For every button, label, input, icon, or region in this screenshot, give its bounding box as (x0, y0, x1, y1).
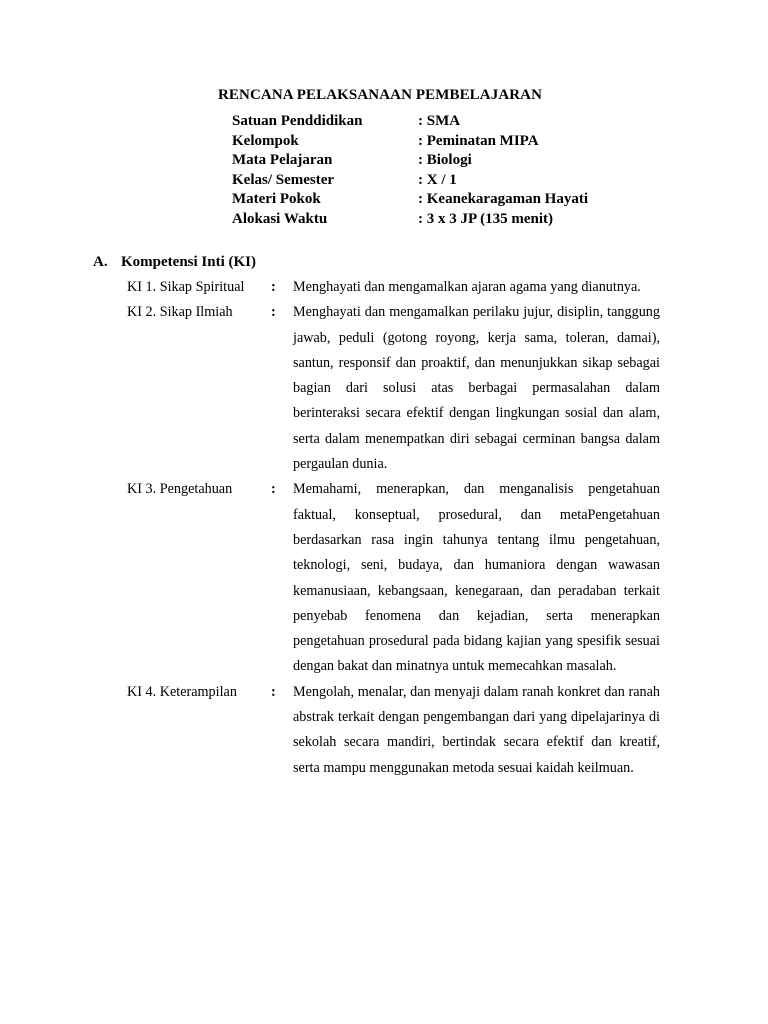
ki-description: Menghayati dan mengamalkan perilaku jujur, disiplin, tanggung jawab, peduli (gotong royong, kerja sama, toleran, damai), santun, responsif dan proaktif, dan menunjukkan sikap sebagai bagian dari solusi atas berbagai permasalahan dalam berinteraksi secara efektif dengan lingkungan sosial dan alam, serta dalam menempatkan diri sebagai cerminan bangsa dalam pergaulan dunia. (293, 304, 660, 473)
ki-description: Memahami, menerapkan, dan menganalisis pengetahuan faktual, konseptual, prosedural, dan metaPengetahuan berdasarkan rasa ingin tahunya tentang ilmu pengetahuan, teknologi, seni, budaya, dan humaniora dengan wawasan kemanusiaan, kebangsaan, kenegaraan, dan peradaban terkait penyebab fenomena dan kejadian, serta menerapkan pengetahuan prosedural pada bidang kajian yang spesifik sesuai dengan bakat dan minatnya untuk memecahkan masalah. (293, 481, 660, 675)
section-title: Kompetensi Inti (KI) (121, 254, 256, 270)
info-table (232, 112, 588, 229)
info-label: Alokasi Waktu (232, 210, 328, 227)
info-value: : Keanekaragaman Hayati (418, 191, 588, 207)
ki-description: Mengolah, menalar, dan menyaji dalam ranah konkret dan ranah abstrak terkait dengan pengembangan dari yang dipelajarinya di sekolah secara mandiri, bertindak secara efektif dan kreatif, serta mampu menggunakan metoda sesuai kaidah keilmuan. (293, 683, 660, 776)
ki-description: Menghayati dan mengamalkan ajaran agama yang dianutnya. (293, 279, 641, 295)
info-value: : SMA (418, 113, 461, 129)
ki-label: KI 3. Pengetahuan (127, 481, 233, 498)
section-heading-kompetensi-inti (93, 254, 256, 271)
ki-colon: : (271, 279, 276, 295)
ki-list (127, 275, 660, 781)
info-row-mata-pelajaran (232, 151, 588, 171)
info-label: Mata Pelajaran (232, 152, 333, 168)
section-marker: A. (93, 254, 108, 270)
info-label: Satuan Penddidikan (232, 113, 363, 129)
ki-label: KI 1. Sikap Spiritual (127, 279, 245, 295)
info-value: : Biologi (418, 152, 472, 168)
info-value: : Peminatan MIPA (418, 132, 539, 149)
info-row-materi-pokok (232, 190, 588, 210)
ki-row-ilmiah (127, 300, 660, 477)
info-label: Materi Pokok (232, 191, 321, 207)
info-label: Kelas/ Semester (232, 171, 335, 188)
ki-row-keterampilan (127, 680, 660, 781)
document-title: RENCANA PELAKSANAAN PEMBELAJARAN (218, 87, 543, 103)
ki-row-pengetahuan (127, 477, 660, 679)
ki-colon: : (271, 481, 276, 498)
info-value: : X / 1 (418, 171, 457, 188)
info-label: Kelompok (232, 132, 299, 149)
ki-colon: : (271, 683, 276, 700)
info-row-kelompok (232, 132, 588, 152)
ki-label: KI 2. Sikap Ilmiah (127, 304, 233, 321)
ki-label: KI 4. Keterampilan (127, 683, 237, 700)
info-row-alokasi-waktu (232, 210, 588, 230)
ki-colon: : (271, 304, 276, 321)
info-value: : 3 x 3 JP (135 menit) (418, 210, 553, 227)
info-row-satuan-pendidikan (232, 112, 588, 132)
ki-row-spiritual (127, 275, 660, 300)
info-row-kelas-semester (232, 171, 588, 191)
